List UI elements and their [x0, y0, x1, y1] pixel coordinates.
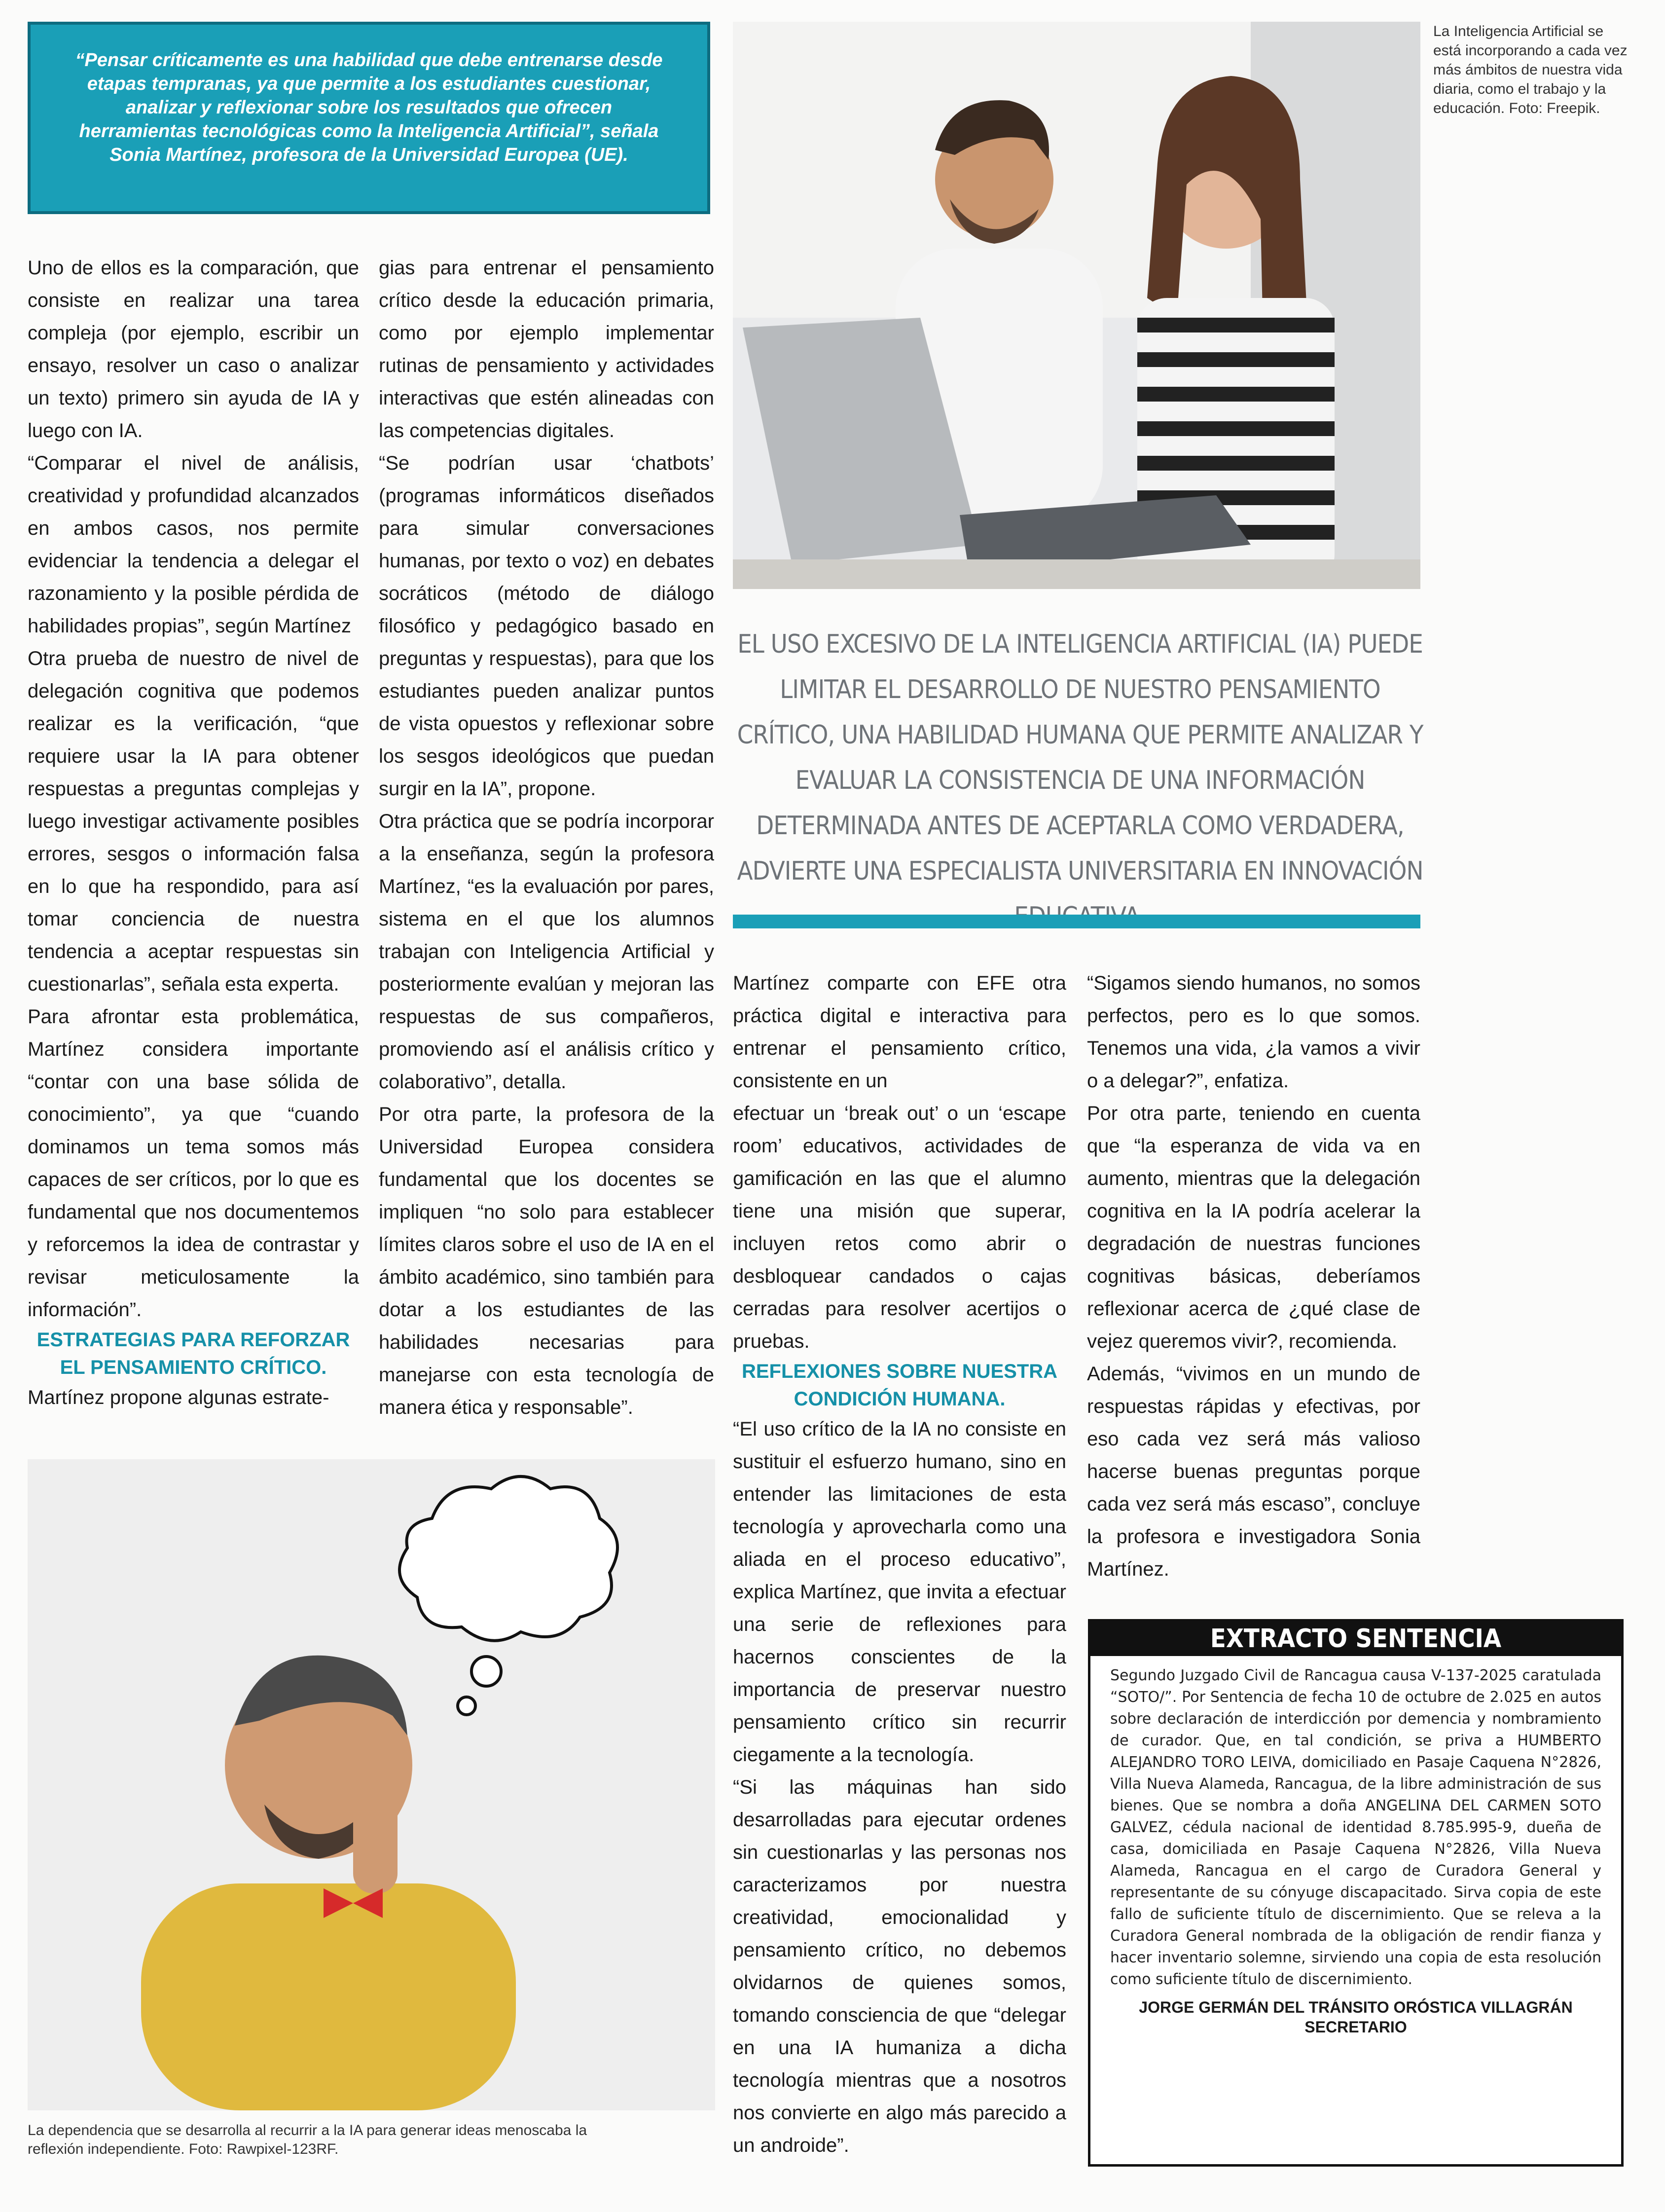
pull-quote-box — [28, 22, 710, 214]
legal-notice-signer-role: SECRETARIO — [1304, 2018, 1407, 2036]
paragraph: Por otra parte, teniendo en cuenta que “la esperanza de vida va en aumento, mientras que la delegación cognitiva en la IA podría acelerar la degradación de nuestras funciones cognitivas básicas, deberíamos reflexionar acerca de ¿qué clase de vejez queremos vivir?, recomienda. — [1087, 1103, 1420, 1352]
paragraph: “Sigamos siendo humanos, no somos perfectos, pero es lo que somos. Tenemos una vida, ¿la vamos a vivir o a delegar?”, enfatiza. — [1087, 972, 1420, 1092]
paragraph: gias para entrenar el pensamiento crítico desde la educación primaria, como por ejemplo implementar rutinas de pensamiento y actividades interactivas que estén alineadas con las competencias digitales. — [379, 257, 714, 442]
paragraph: efectuar un ‘break out’ o un ‘escape room’ educativos, actividades de gamificación en las que el alumno tiene una misión que superar, incluyen retos como abrir o desbloquear candados o cajas cerradas para resolver acertijos o pruebas. — [733, 1103, 1066, 1352]
paragraph: Otra práctica que se podría incorporar a la enseñanza, según la profesora Martínez, “es la evaluación por pares, sistema en el que los alumnos trabajan con Inteligencia Artificial y posteriormente evalúan y mejoran las respuestas de sus compañeros, promoviendo así el análisis crítico y colaborativo”, detalla. — [379, 811, 714, 1093]
article-column-2 — [379, 252, 714, 1424]
legal-notice-body: Segundo Juzgado Civil de Rancagua causa V-137-2025 caratulada “SOTO/”. Por Sentencia de fecha 10 de octubre de 2.025 en autos sobre declaración de interdicción por demencia y nombramiento de curador. Que, en tal condición, se priva a HUMBERTO ALEJANDRO TORO LEIVA, domiciliado en Pasaje Caquena N°2826, Villa Nueva Alameda, Rancagua, de la libre administración de sus bienes. Que se nombra a doña ANGELINA DEL CARMEN SOTO GALVEZ, cédula nacional de identidad 8.785.995-9, dueña de casa, domiciliada en Pasaje Caquena N°2826, Villa Nueva Alameda, Rancagua en el cargo de Curadora General y representante de su cónyuge discapacitado. Sirva copia de este fallo de suficiente título de discernimiento. Que se releva a la Curadora General nombrada de la obligación de rendir fianza y hacer inventario solemne, sirviendo una copia de esta resolución como suficiente título de discernimiento. — [1110, 1667, 1601, 1988]
paragraph: Martínez propone algunas estrate- — [28, 1387, 329, 1408]
article-deck: EL USO EXCESIVO DE LA INTELIGENCIA ARTIFICIAL (IA) PUEDE LIMITAR EL DESARROLLO DE NUESTRO PENSAMIENTO CRÍTICO, UNA HABILIDAD HUMANA QUE PERMITE ANALIZAR Y EVALUAR LA CONSISTENCIA DE UNA INFORMACIÓN DETERMINADA ANTES DE ACEPTARLA COMO VERDADERA, ADVIERTE UNA ESPECIALISTA UNIVERSITARIA EN INNOVACIÓN — [737, 629, 1423, 886]
paragraph: Por otra parte, la profesora de la Universidad Europea considera fundamental que los docentes se impliquen “no solo para establecer límites claros sobre el uso de IA en el ámbito académico, sino también para dotar a los estudiantes de las habilidades necesarias para manejarse con esta tecnología de manera ética y responsable”. — [379, 1104, 714, 1418]
legal-notice-box — [1088, 1619, 1624, 2167]
legal-notice-title: EXTRACTO SENTENCIA — [1090, 1622, 1621, 1656]
paragraph: Para afrontar esta problemática, Martínez considera importante “contar con una base sólida de conocimiento”, ya que “cuando dominamos un tema somos más capaces de ser críticos, por lo que es fundamental que nos documentemos y reforcemos la idea de contrastar y revisar meticulosamente la información”. — [28, 1006, 359, 1321]
paragraph: Además, “vivimos en un mundo de respuestas rápidas y efectivas, por eso cada vez será más valioso hacerse buenas preguntas porque cada vez será más escaso”, concluye la profesora e investigadora Sonia Martínez. — [1087, 1363, 1420, 1580]
article-column-4 — [1087, 967, 1420, 1585]
thinking-man-illustration — [28, 1459, 715, 2110]
laptop-users-illustration — [733, 22, 1420, 589]
paragraph: “Comparar el nivel de análisis, creatividad y profundidad alcanzados en ambos casos, nos permite evidenciar la tendencia a delegar el razonamiento y la posible pérdida de habilidades propias”, según Martínez — [28, 452, 359, 637]
section-subheading: REFLEXIONES SOBRE NUESTRA CONDICIÓN HUMANA. — [741, 1361, 1058, 1410]
top-photo — [733, 22, 1420, 589]
bottom-photo-caption: La dependencia que se desarrolla al recurrir a la IA para generar ideas menoscaba la reflexión independiente. Foto: Rawpixel-123RF. — [28, 2122, 587, 2157]
top-photo-caption: La Inteligencia Artificial se está incorporando a cada vez más ámbitos de nuestra vida diaria, como el trabajo y la educación. Foto: Freepik. — [1433, 23, 1628, 116]
paragraph: “Se podrían usar ‘chatbots’ (programas informáticos diseñados para simular conversaciones humanas, por texto o voz) en debates socráticos (método de diálogo filosófico y pedagógico basado en preguntas y respuestas), para que los estudiantes pueden analizar puntos de vista opuestos y reflexionar sobre los sesgos ideológicos que puedan surgir en la IA”, propone. — [379, 452, 714, 800]
paragraph: Martínez comparte con EFE otra práctica digital e interactiva para entrenar el pensamiento crítico, consistente en un — [733, 972, 1066, 1092]
pull-quote-text: “Pensar críticamente es una habilidad que debe entrenarse desde etapas tempranas, ya que permite a los estudiantes cuestionar, analizar y reflexionar sobre los resultados que ofrecen herramientas tecnológicas como la Inteligencia Artificial”, señala Sonia Martínez, profesora de la Universidad Europea (UE). — [75, 50, 663, 165]
article-column-3 — [733, 967, 1066, 2162]
paragraph: Otra prueba de nuestro de nivel de delegación cognitiva que podemos realizar es la verificación, “que requiere usar la IA para obtener respuestas a preguntas complejas y luego investigar activamente posibles errores, sesgos o información falsa en lo que ha respondido, para así tomar conciencia de nuestra tendencia a aceptar respuestas sin cuestionarlas”, señala esta experta. — [28, 648, 359, 995]
bottom-photo — [28, 1459, 715, 2110]
paragraph: “Si las máquinas han sido desarrolladas para ejecutar ordenes sin cuestionarlas y las personas nos caracterizamos por nuestra creatividad, emocionalidad y pensamiento crítico, no debemos olvidarnos de quienes somos, tomando consciencia de que “delegar en una IA humaniza a dicha tecnología mientras que a nosotros nos convierte en algo más parecido a un androide”. — [733, 1776, 1066, 2156]
paragraph: Uno de ellos es la comparación, que consiste en realizar una tarea compleja (por ejemplo, escribir un ensayo, resolver un caso o analizar un texto) primero sin ayuda de IA y luego con IA. — [28, 257, 359, 442]
section-divider — [733, 915, 1420, 928]
section-subheading: ESTRATEGIAS PARA REFORZAR EL PENSAMIENTO CRÍTICO. — [36, 1329, 350, 1378]
legal-notice-signer: JORGE GERMÁN DEL TRÁNSITO ORÓSTICA VILLAGRÁN — [1139, 1998, 1573, 2016]
paragraph: “El uso crítico de la IA no consiste en sustituir el esfuerzo humano, sino en entender las limitaciones de esta tecnología y aprovecharla como una aliada en el proceso educativo”, explica Martínez, que invita a efectuar una serie de reflexiones para hacernos conscientes de la importancia de preservar nuestro pensamiento crítico sin recurrir ciegamente a la tecnología. — [733, 1418, 1066, 1766]
article-column-1 — [28, 252, 359, 1414]
